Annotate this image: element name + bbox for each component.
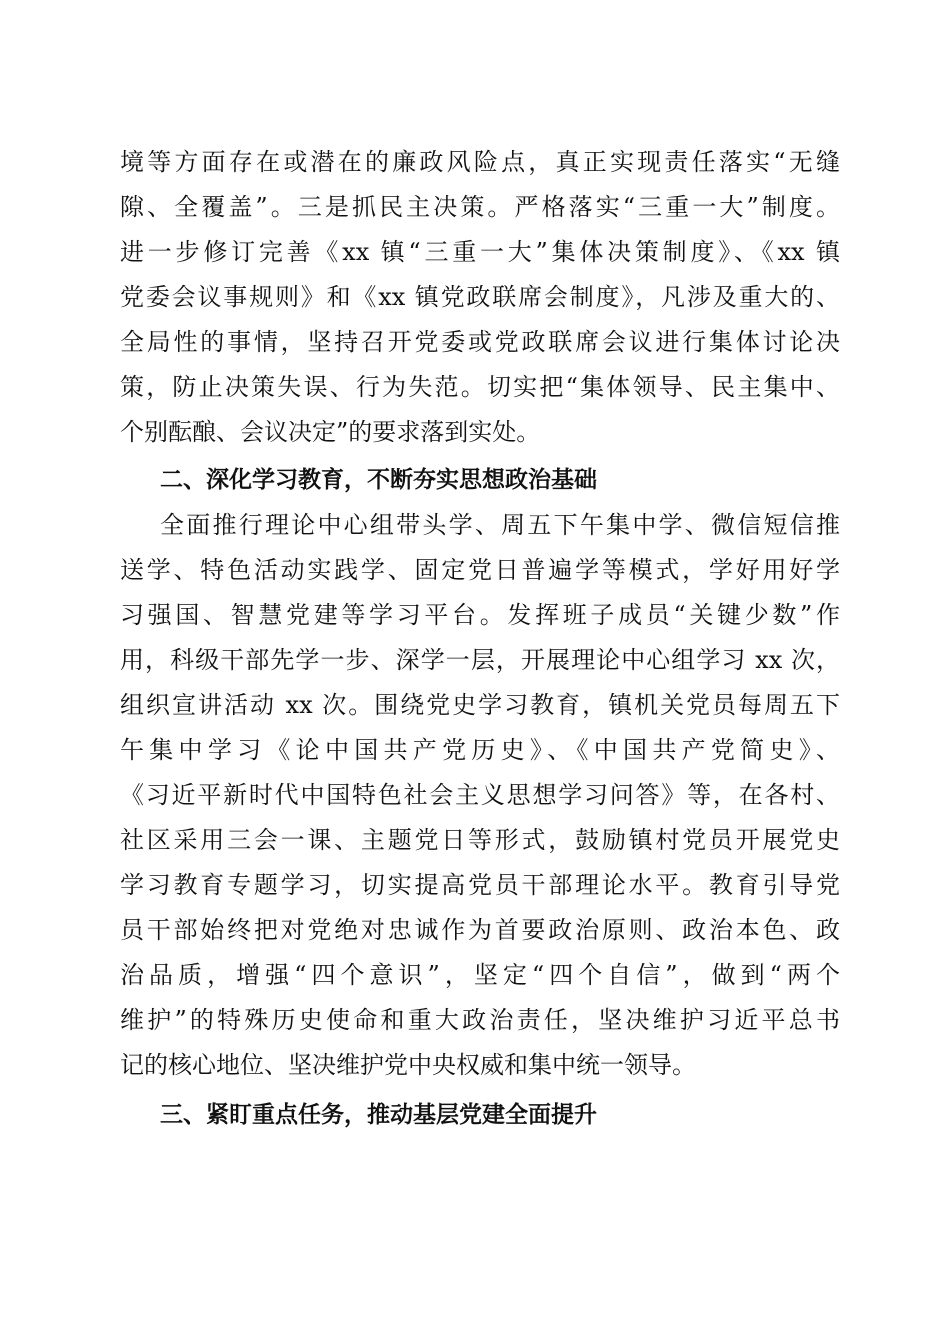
paragraph-line: 习强国、智慧党建等学习平台。发挥班子成员“关键少数”作 xyxy=(120,601,840,629)
paragraph-line: 组织宣讲活动 xx 次。围绕党史学习教育，镇机关党员每周五下 xyxy=(120,691,840,719)
paragraph-line: 个别酝酿、会议决定”的要求落到实处。 xyxy=(120,418,541,446)
paragraph-line: 员干部始终把对党绝对忠诚作为首要政治原则、政治本色、政 xyxy=(120,916,840,944)
paragraph-line: 《习近平新时代中国特色社会主义思想学习问答》等，在各村、 xyxy=(120,781,840,809)
paragraph-line: 全局性的事情，坚持召开党委或党政联席会议进行集体讨论决 xyxy=(120,328,840,356)
paragraph-line: 社区采用三会一课、主题党日等形式，鼓励镇村党员开展党史 xyxy=(120,826,840,854)
section-heading: 二、深化学习教育，不断夯实思想政治基础 xyxy=(160,467,597,493)
paragraph-line: 治品质，增强“四个意识”，坚定“四个自信”，做到“两个 xyxy=(120,961,840,989)
paragraph-line: 记的核心地位、坚决维护党中央权威和集中统一领导。 xyxy=(120,1051,696,1079)
paragraph-line: 全面推行理论中心组带头学、周五下午集中学、微信短信推 xyxy=(160,511,840,539)
paragraph-line: 用，科级干部先学一步、深学一层，开展理论中心组学习 xx 次， xyxy=(120,646,840,674)
paragraph-line: 策，防止决策失误、行为失范。切实把“集体领导、民主集中、 xyxy=(120,373,840,401)
paragraph-line: 午集中学习《论中国共产党历史》、《中国共产党简史》、 xyxy=(120,736,840,764)
paragraph-line: 党委会议事规则》和《xx 镇党政联席会制度》，凡涉及重大的、 xyxy=(120,283,840,311)
paragraph-line: 送学、特色活动实践学、固定党日普遍学等模式，学好用好学 xyxy=(120,556,840,584)
paragraph-line: 进一步修订完善《xx 镇“三重一大”集体决策制度》、《xx 镇 xyxy=(120,238,840,266)
paragraph-line: 隙、全覆盖”。三是抓民主决策。严格落实“三重一大”制度。 xyxy=(120,193,840,221)
paragraph-line: 学习教育专题学习，切实提高党员干部理论水平。教育引导党 xyxy=(120,871,840,899)
section-heading: 三、紧盯重点任务，推动基层党建全面提升 xyxy=(160,1102,597,1128)
paragraph-line: 境等方面存在或潜在的廉政风险点，真正实现责任落实“无缝 xyxy=(120,148,840,176)
paragraph-line: 维护”的特殊历史使命和重大政治责任，坚决维护习近平总书 xyxy=(120,1006,840,1034)
